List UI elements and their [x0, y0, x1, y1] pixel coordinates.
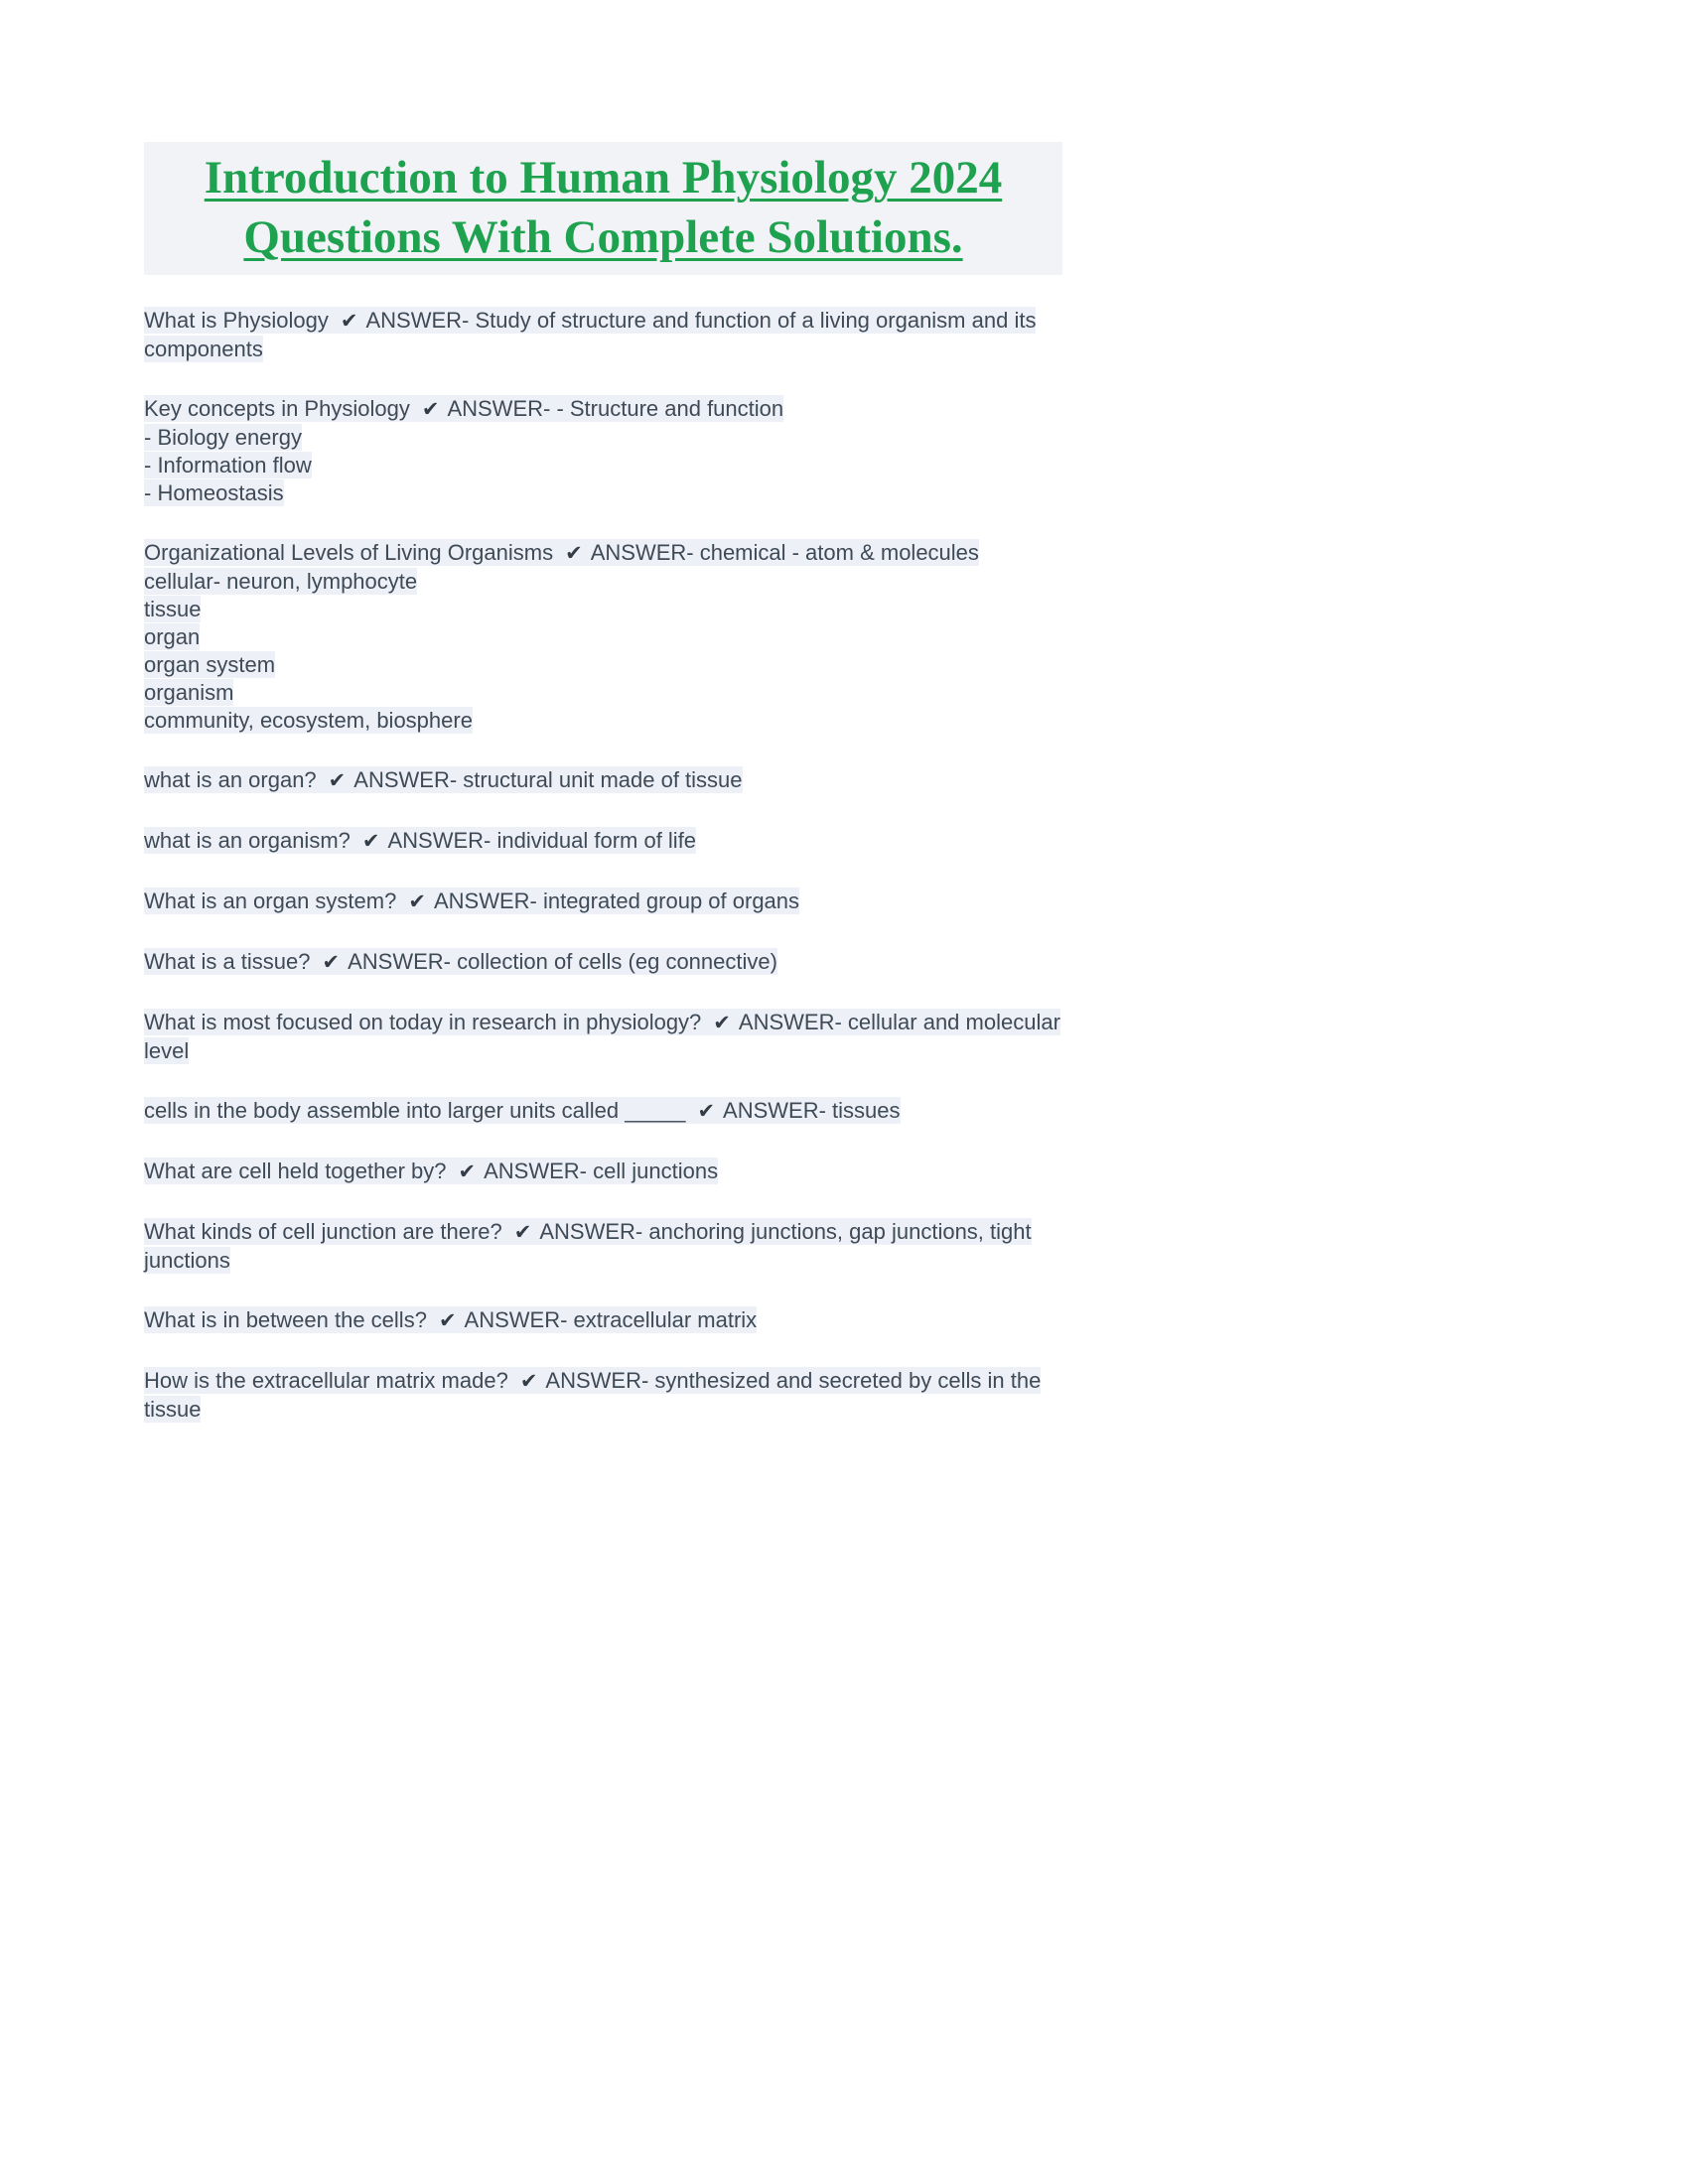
qa-first-line: [144, 307, 1036, 362]
check-icon: ✔: [322, 951, 341, 974]
check-icon: ✔: [519, 1370, 538, 1393]
check-icon: ✔: [438, 1309, 457, 1332]
qa-list: [144, 307, 1062, 1424]
check-icon: ✔: [513, 1221, 532, 1244]
answer-line: tissue: [144, 597, 202, 621]
answer-text: ANSWER- Study of structure and function of a living organism and its components: [144, 308, 1037, 361]
answer-text: ANSWER- synthesized and secreted by cells in the tissue: [144, 1368, 1042, 1422]
check-icon: ✔: [421, 398, 440, 421]
qa-first-line: [144, 1097, 901, 1124]
question-text: what is an organism?: [144, 828, 351, 853]
qa-first-line: [144, 887, 799, 914]
answer-text: ANSWER- collection of cells (eg connective): [348, 949, 777, 974]
qa-first-line: [144, 948, 777, 975]
qa-item: [144, 887, 1062, 916]
answer-line: community, ecosystem, biosphere: [144, 708, 473, 733]
check-icon: ✔: [713, 1012, 731, 1034]
qa-item: [144, 1218, 1062, 1275]
answer-text: ANSWER- cell junctions: [484, 1159, 719, 1183]
qa-item: [144, 395, 1062, 507]
check-icon: ✔: [565, 542, 583, 565]
question-text: cells in the body assemble into larger units called _____: [144, 1098, 686, 1123]
qa-first-line: [144, 539, 979, 566]
question-text: what is an organ?: [144, 767, 317, 792]
qa-first-line: [144, 395, 783, 422]
qa-item: [144, 1306, 1062, 1335]
question-text: How is the extracellular matrix made?: [144, 1368, 508, 1393]
qa-first-line: [144, 1009, 1060, 1064]
answer-text: ANSWER- chemical - atom & molecules: [590, 540, 979, 565]
check-icon: ✔: [408, 890, 426, 913]
answer-text: ANSWER- tissues: [723, 1098, 901, 1123]
answer-text: ANSWER- anchoring junctions, gap junctions, tight junctions: [144, 1219, 1032, 1273]
document-title: [144, 142, 1062, 275]
qa-item: [144, 1367, 1062, 1424]
answer-text: ANSWER- structural unit made of tissue: [353, 767, 743, 792]
qa-item: [144, 766, 1062, 795]
qa-item: [144, 827, 1062, 856]
answer-line: organ: [144, 624, 201, 649]
question-text: What kinds of cell junction are there?: [144, 1219, 502, 1244]
answer-line: - Information flow: [144, 453, 312, 478]
qa-item: [144, 948, 1062, 977]
question-text: What is in between the cells?: [144, 1307, 427, 1332]
check-icon: ✔: [458, 1160, 477, 1183]
answer-text: ANSWER- - Structure and function: [447, 396, 784, 421]
qa-item: [144, 539, 1062, 735]
question-text: What are cell held together by?: [144, 1159, 447, 1183]
qa-first-line: [144, 1158, 718, 1184]
qa-first-line: [144, 827, 696, 854]
answer-line: organism: [144, 680, 234, 705]
question-text: What is a tissue?: [144, 949, 311, 974]
qa-item: [144, 1158, 1062, 1186]
check-icon: ✔: [697, 1100, 716, 1123]
qa-first-line: [144, 766, 743, 793]
question-text: What is an organ system?: [144, 888, 397, 913]
document-content: [144, 142, 1062, 1424]
answer-text: ANSWER- integrated group of organs: [433, 888, 800, 913]
document-title-line-2: Questions With Complete Solutions.: [243, 211, 963, 263]
answer-line: cellular- neuron, lymphocyte: [144, 569, 418, 594]
question-text: What is most focused on today in research in physiology?: [144, 1010, 702, 1034]
question-text: Organizational Levels of Living Organisms: [144, 540, 554, 565]
answer-text: ANSWER- cellular and molecular level: [144, 1010, 1060, 1063]
qa-first-line: [144, 1306, 757, 1333]
answer-text: ANSWER- extracellular matrix: [464, 1307, 758, 1332]
qa-item: [144, 1097, 1062, 1126]
question-text: What is Physiology: [144, 308, 329, 333]
question-text: Key concepts in Physiology: [144, 396, 410, 421]
answer-line: - Homeostasis: [144, 480, 284, 505]
qa-item: [144, 307, 1062, 363]
qa-item: [144, 1009, 1062, 1065]
qa-first-line: [144, 1367, 1041, 1423]
document-title-line-1: Introduction to Human Physiology 2024: [204, 152, 1003, 204]
answer-line: organ system: [144, 652, 276, 677]
check-icon: ✔: [328, 769, 347, 792]
answer-line: - Biology energy: [144, 425, 302, 450]
answer-text: ANSWER- individual form of life: [387, 828, 697, 853]
check-icon: ✔: [340, 310, 358, 333]
check-icon: ✔: [361, 830, 380, 853]
qa-first-line: [144, 1218, 1032, 1274]
